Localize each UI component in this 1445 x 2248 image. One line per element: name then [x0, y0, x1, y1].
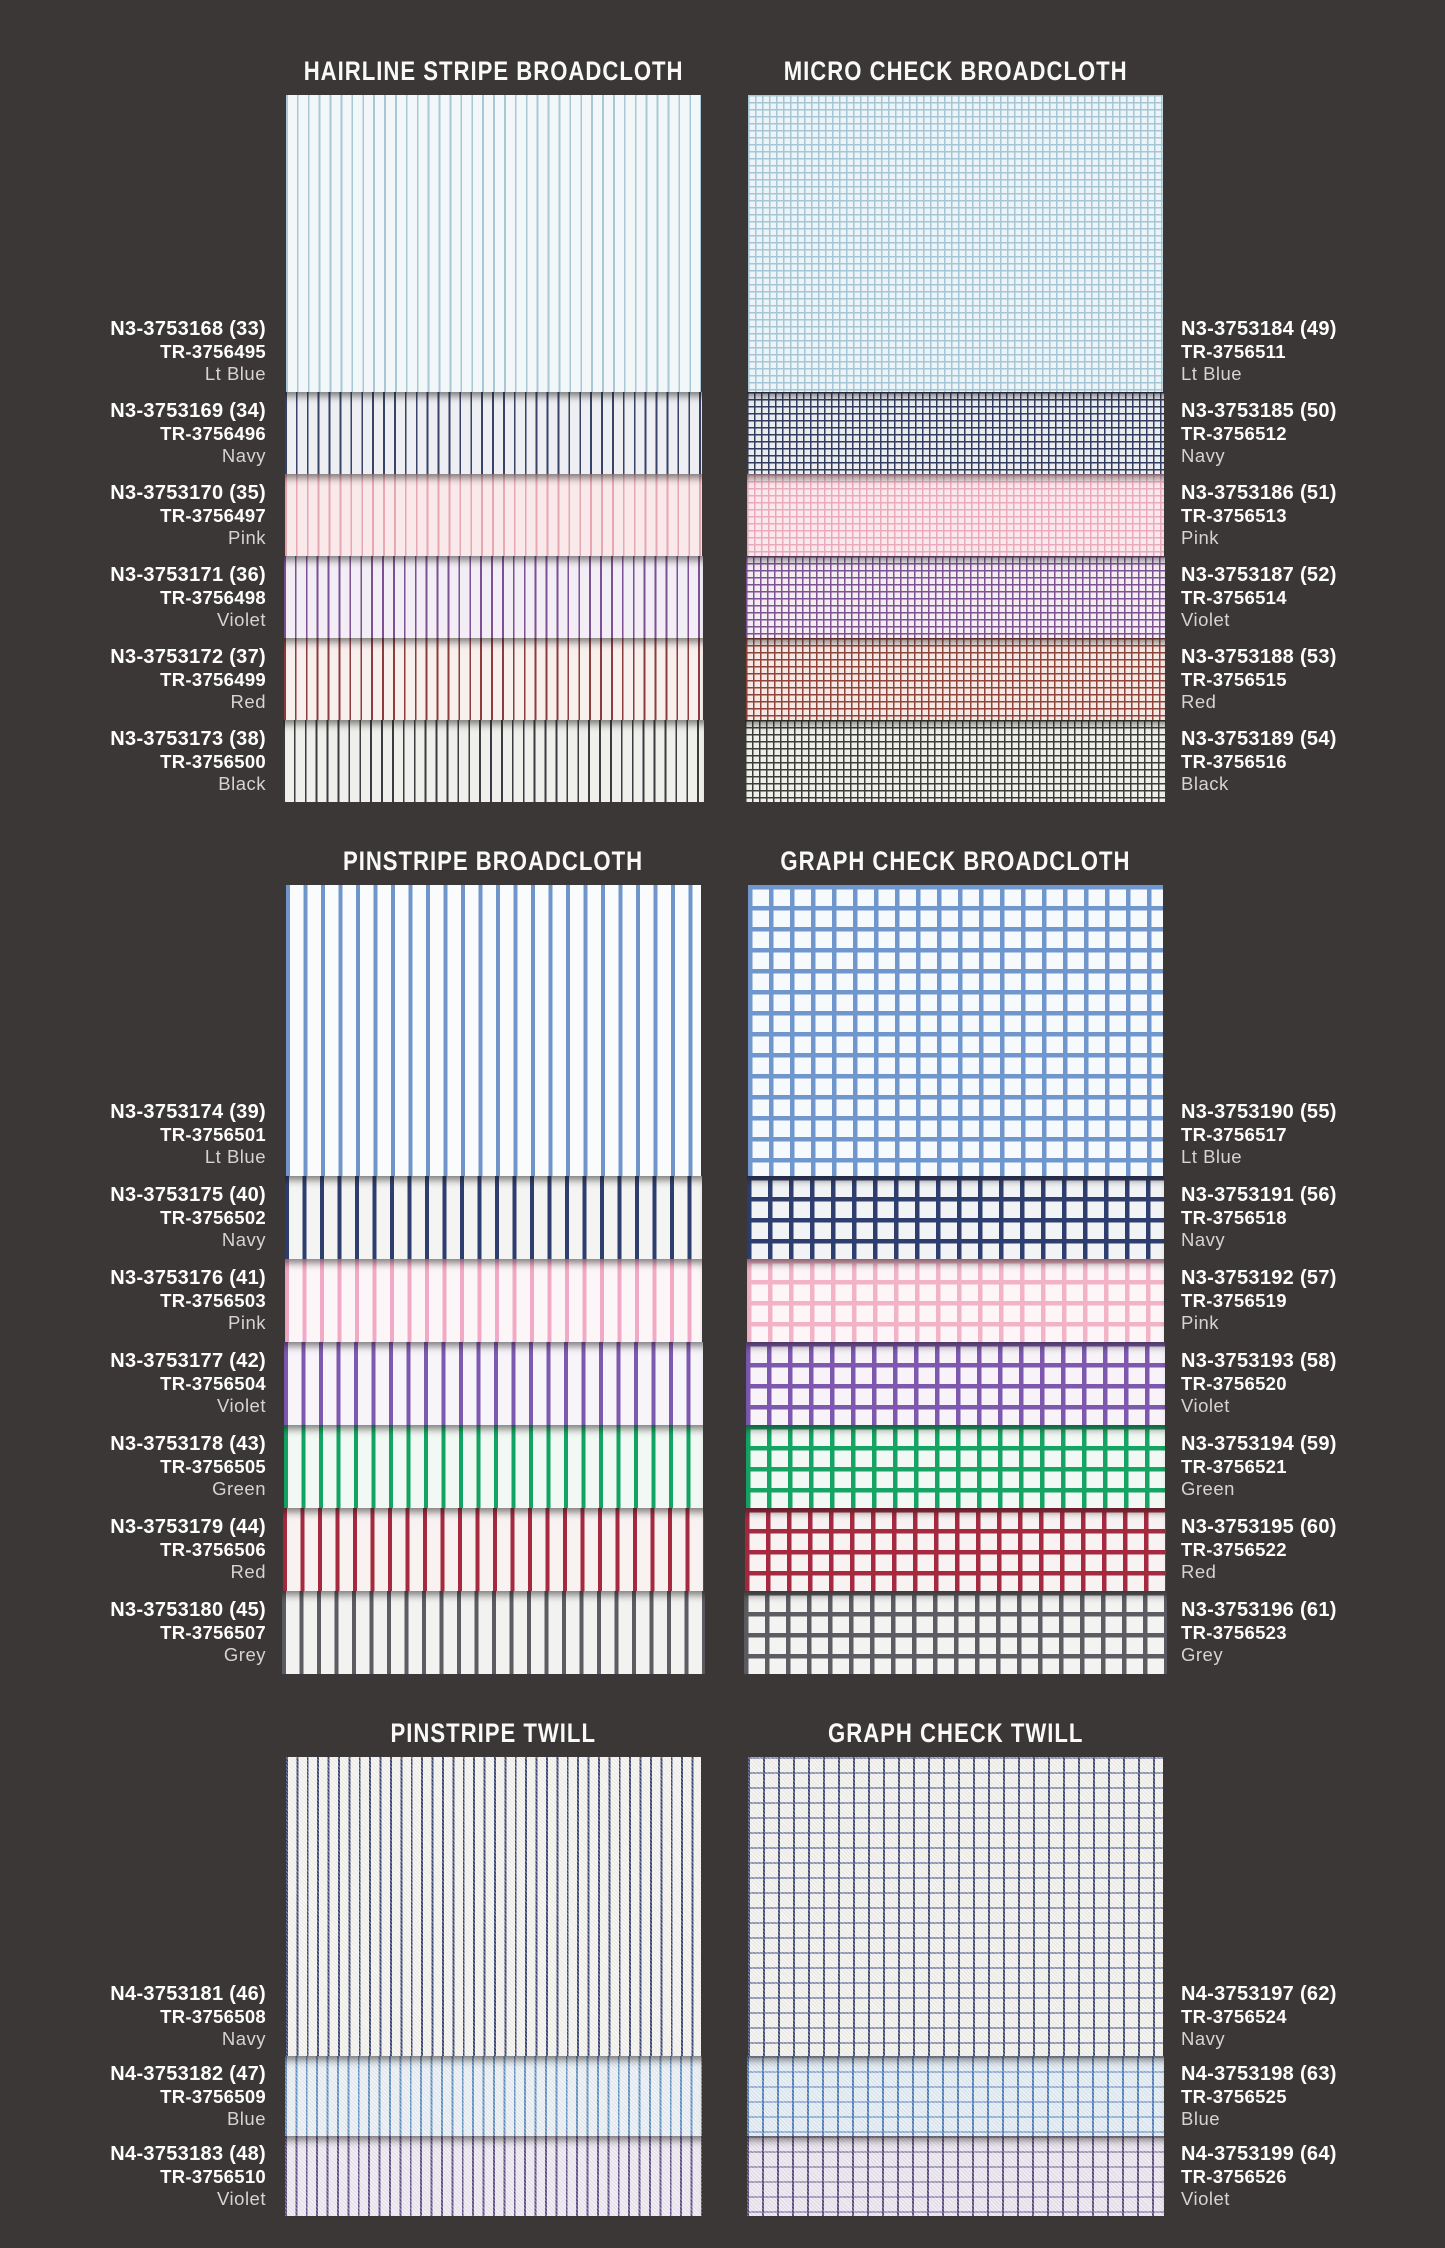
label-band — [1163, 1184, 1445, 1251]
label-row — [0, 1425, 286, 1508]
fabric-swatch-grey — [282, 1591, 704, 1674]
label-block — [110, 482, 286, 549]
label-color-name: Grey — [223, 1644, 266, 1665]
fabric-swatch-navy — [747, 392, 1163, 474]
label-band — [1163, 564, 1445, 631]
label-block — [110, 646, 286, 713]
label-lot: TR-3756518 — [1181, 1207, 1287, 1228]
swatch-stack — [286, 1757, 701, 2216]
label-column — [1163, 885, 1445, 1674]
label-code: N3-3753187 (52) — [1181, 563, 1337, 586]
label-block — [110, 1350, 286, 1417]
label-column — [0, 1757, 286, 2216]
label-code: N4-3753182 (47) — [110, 2062, 266, 2085]
label-band — [0, 2143, 286, 2210]
column-title: PINSTRIPE TWILL — [390, 1718, 597, 1748]
label-color-name: Pink — [228, 1312, 266, 1333]
swatch-stack — [748, 885, 1163, 1674]
label-lot: TR-3756505 — [160, 1456, 266, 1477]
label-band — [0, 728, 286, 795]
fabric-swatch-pink — [285, 474, 702, 556]
label-code: N4-3753183 (48) — [110, 2142, 266, 2165]
label-row — [0, 1342, 286, 1425]
label-block — [1163, 1350, 1337, 1417]
label-lot: TR-3756504 — [160, 1373, 266, 1394]
label-lot: TR-3756502 — [160, 1207, 266, 1228]
column-title: HAIRLINE STRIPE BROADCLOTH — [303, 56, 684, 86]
fabric-swatch-violet — [747, 2136, 1164, 2216]
label-code: N3-3753191 (56) — [1181, 1184, 1337, 1206]
label-color-name: Pink — [1181, 526, 1219, 548]
fabric-swatch-violet — [746, 556, 1165, 638]
label-code: N3-3753171 (36) — [110, 563, 266, 586]
label-color-name: Green — [212, 1478, 266, 1499]
label-column — [0, 95, 286, 802]
fabric-swatch-violet — [284, 1342, 703, 1425]
label-row — [0, 1259, 286, 1342]
label-row — [1163, 1342, 1445, 1425]
label-block — [110, 1184, 286, 1251]
label-code: N3-3753186 (51) — [1181, 481, 1337, 504]
fabric-swatch-green — [746, 1425, 1166, 1508]
label-color-name: Violet — [217, 1395, 266, 1416]
swatch-stack — [748, 1757, 1163, 2216]
label-code: N3-3753179 (44) — [110, 1516, 266, 1538]
label-band — [0, 1267, 286, 1334]
label-color-name: Lt Blue — [1181, 1146, 1243, 1167]
label-row — [1163, 556, 1445, 638]
label-color-name: Lt Blue — [1181, 362, 1243, 384]
label-block — [1163, 2063, 1337, 2130]
label-code: N3-3753173 (38) — [110, 727, 266, 750]
label-lot: TR-3756514 — [1181, 586, 1287, 608]
label-color-name: Violet — [1181, 1395, 1230, 1416]
label-lot: TR-3756508 — [160, 2005, 266, 2027]
label-code: N3-3753170 (35) — [110, 481, 266, 504]
fabric-swatch-red — [284, 638, 704, 720]
label-code: N3-3753185 (50) — [1181, 399, 1337, 422]
label-lot: TR-3756512 — [1181, 422, 1287, 444]
fabric-swatch-navy — [286, 1757, 701, 2056]
label-lot: TR-3756499 — [160, 668, 266, 690]
label-row — [0, 1757, 286, 2056]
label-color-name: Red — [230, 690, 266, 712]
label-band — [1163, 310, 1445, 392]
label-code: N4-3753199 (64) — [1181, 2142, 1337, 2165]
label-row — [0, 95, 286, 392]
label-lot: TR-3756510 — [160, 2165, 266, 2187]
label-code: N4-3753181 (46) — [110, 1982, 266, 2005]
fabric-swatch-violet — [284, 556, 703, 638]
label-color-name: Navy — [221, 444, 266, 466]
label-block — [110, 1983, 286, 2050]
label-code: N4-3753197 (62) — [1181, 1982, 1337, 2005]
label-block — [1163, 400, 1337, 467]
label-code: N3-3753188 (53) — [1181, 645, 1337, 668]
label-code: N3-3753176 (41) — [110, 1267, 266, 1289]
label-block — [1163, 1433, 1337, 1500]
swatch-section — [0, 53, 1445, 802]
label-row — [1163, 1259, 1445, 1342]
label-block — [110, 1433, 286, 1500]
label-color-name: Navy — [1181, 444, 1226, 466]
label-block — [1163, 1184, 1337, 1251]
label-code: N3-3753189 (54) — [1181, 727, 1337, 750]
label-row — [1163, 95, 1445, 392]
label-block — [110, 1267, 286, 1334]
label-color-name: Lt Blue — [204, 1146, 266, 1167]
label-lot: TR-3756495 — [160, 340, 266, 362]
fabric-swatch-navy — [285, 392, 701, 474]
label-color-name: Navy — [221, 2027, 266, 2049]
label-color-name: Red — [230, 1561, 266, 1582]
label-band — [1163, 1093, 1445, 1176]
label-color-name: Violet — [1181, 2187, 1230, 2209]
fabric-swatch-blue — [285, 2056, 701, 2136]
label-row — [1163, 1757, 1445, 2056]
column-title: GRAPH CHECK BROADCLOTH — [780, 846, 1131, 876]
swatch-section — [0, 1715, 1445, 2216]
label-band — [1163, 2063, 1445, 2130]
label-block — [1163, 646, 1337, 713]
label-band — [0, 400, 286, 467]
label-block — [1163, 564, 1337, 631]
label-lot: TR-3756496 — [160, 422, 266, 444]
label-lot: TR-3756520 — [1181, 1373, 1287, 1394]
label-band — [0, 1184, 286, 1251]
fabric-swatch-pink — [747, 1259, 1164, 1342]
label-lot: TR-3756507 — [160, 1622, 266, 1643]
label-block — [110, 1101, 286, 1168]
label-lot: TR-3756506 — [160, 1539, 266, 1560]
label-color-name: Lt Blue — [204, 362, 266, 384]
label-lot: TR-3756498 — [160, 586, 266, 608]
label-row — [0, 474, 286, 556]
label-band — [1163, 400, 1445, 467]
label-lot: TR-3756515 — [1181, 668, 1287, 690]
label-row — [1163, 1508, 1445, 1591]
fabric-swatch-pink — [285, 1259, 702, 1342]
label-block — [110, 564, 286, 631]
label-row — [0, 1508, 286, 1591]
column-header — [286, 1715, 701, 1747]
label-code: N3-3753168 (33) — [110, 317, 266, 340]
label-lot: TR-3756509 — [160, 2085, 266, 2107]
label-block — [1163, 482, 1337, 549]
label-color-name: Blue — [226, 2107, 266, 2129]
fabric-swatch-violet — [746, 1342, 1165, 1425]
column-title: PINSTRIPE BROADCLOTH — [343, 846, 644, 876]
label-row — [0, 1591, 286, 1674]
label-code: N3-3753174 (39) — [110, 1101, 266, 1123]
fabric-swatch-red — [283, 1508, 704, 1591]
label-band — [1163, 1599, 1445, 1666]
column-header — [748, 1715, 1163, 1747]
label-block — [1163, 1983, 1337, 2050]
label-code: N4-3753198 (63) — [1181, 2062, 1337, 2085]
label-code: N3-3753175 (40) — [110, 1184, 266, 1206]
label-block — [1163, 728, 1337, 795]
label-color-name: Navy — [221, 1229, 266, 1250]
label-band — [0, 564, 286, 631]
label-band — [1163, 1516, 1445, 1583]
fabric-swatch-navy — [285, 1176, 701, 1259]
label-color-name: Red — [1181, 690, 1217, 712]
label-code: N3-3753193 (58) — [1181, 1350, 1337, 1372]
label-block — [110, 728, 286, 795]
label-column — [0, 885, 286, 1674]
label-block — [110, 1599, 286, 1666]
label-row — [0, 1176, 286, 1259]
fabric-swatch-black — [283, 720, 704, 802]
label-band — [0, 646, 286, 713]
label-color-name: Black — [218, 772, 266, 794]
label-band — [1163, 2143, 1445, 2210]
label-block — [1163, 318, 1337, 385]
label-block — [1163, 1267, 1337, 1334]
label-color-name: Blue — [1181, 2107, 1221, 2129]
label-block — [110, 2143, 286, 2210]
fabric-swatch-navy — [748, 1757, 1163, 2056]
label-block — [1163, 2143, 1337, 2210]
label-band — [0, 1093, 286, 1176]
fabric-swatch-green — [284, 1425, 704, 1508]
label-row — [1163, 720, 1445, 802]
label-lot: TR-3756525 — [1181, 2085, 1287, 2107]
label-code: N3-3753196 (61) — [1181, 1599, 1337, 1621]
label-code: N3-3753194 (59) — [1181, 1433, 1337, 1455]
label-row — [0, 885, 286, 1176]
label-block — [110, 400, 286, 467]
label-color-name: Pink — [228, 526, 266, 548]
label-row — [0, 2136, 286, 2216]
label-color-name: Green — [1181, 1478, 1235, 1499]
swatch-stack — [748, 95, 1163, 802]
label-lot: TR-3756523 — [1181, 1622, 1287, 1643]
label-band — [0, 1433, 286, 1500]
fabric-swatch-blue — [747, 2056, 1163, 2136]
label-code: N3-3753192 (57) — [1181, 1267, 1337, 1289]
label-color-name: Pink — [1181, 1312, 1219, 1333]
fabric-swatch-black — [745, 720, 1166, 802]
label-block — [110, 2063, 286, 2130]
label-band — [1163, 1267, 1445, 1334]
label-lot: TR-3756526 — [1181, 2165, 1287, 2187]
column-header — [286, 53, 701, 85]
label-lot: TR-3756524 — [1181, 2005, 1287, 2027]
label-lot: TR-3756511 — [1181, 340, 1286, 362]
label-row — [1163, 1425, 1445, 1508]
label-band — [0, 2063, 286, 2130]
label-lot: TR-3756516 — [1181, 750, 1287, 772]
label-block — [1163, 1516, 1337, 1583]
label-row — [1163, 392, 1445, 474]
label-band — [0, 1599, 286, 1666]
fabric-swatch-grey — [744, 1591, 1166, 1674]
label-band — [1163, 482, 1445, 549]
label-code: N3-3753180 (45) — [110, 1599, 266, 1621]
label-row — [1163, 885, 1445, 1176]
label-color-name: Black — [1181, 772, 1229, 794]
label-row — [1163, 2136, 1445, 2216]
label-lot: TR-3756501 — [160, 1124, 266, 1145]
label-band — [1163, 1976, 1445, 2056]
column-header — [748, 53, 1163, 85]
label-code: N3-3753177 (42) — [110, 1350, 266, 1372]
label-column — [1163, 95, 1445, 802]
label-color-name: Red — [1181, 1561, 1217, 1582]
column-header — [748, 843, 1163, 875]
label-code: N3-3753169 (34) — [110, 399, 266, 422]
label-column — [1163, 1757, 1445, 2216]
label-code: N3-3753178 (43) — [110, 1433, 266, 1455]
label-lot: TR-3756497 — [160, 504, 266, 526]
fabric-swatch-navy — [747, 1176, 1163, 1259]
label-code: N3-3753190 (55) — [1181, 1101, 1337, 1123]
fabric-swatch-lt-blue — [286, 95, 701, 392]
fabric-swatch-red — [746, 638, 1166, 720]
label-code: N3-3753184 (49) — [1181, 317, 1337, 340]
label-color-name: Navy — [1181, 1229, 1226, 1250]
label-block — [1163, 1101, 1337, 1168]
label-band — [1163, 1350, 1445, 1417]
label-band — [1163, 1433, 1445, 1500]
label-row — [1163, 638, 1445, 720]
fabric-swatch-pink — [747, 474, 1164, 556]
label-color-name: Violet — [1181, 608, 1230, 630]
label-band — [0, 1516, 286, 1583]
fabric-swatch-lt-blue — [286, 885, 701, 1176]
label-lot: TR-3756503 — [160, 1290, 266, 1311]
label-band — [1163, 646, 1445, 713]
column-title: MICRO CHECK BROADCLOTH — [783, 56, 1128, 86]
label-lot: TR-3756517 — [1181, 1124, 1287, 1145]
swatch-stack — [286, 885, 701, 1674]
label-color-name: Navy — [1181, 2027, 1226, 2049]
label-row — [0, 556, 286, 638]
label-color-name: Violet — [217, 2187, 266, 2209]
label-lot: TR-3756522 — [1181, 1539, 1287, 1560]
column-title: GRAPH CHECK TWILL — [827, 1718, 1084, 1748]
label-color-name: Grey — [1181, 1644, 1224, 1665]
label-row — [0, 392, 286, 474]
label-row — [1163, 474, 1445, 556]
swatch-stack — [286, 95, 701, 802]
label-band — [0, 1350, 286, 1417]
label-row — [1163, 2056, 1445, 2136]
label-block — [110, 1516, 286, 1583]
label-band — [0, 482, 286, 549]
label-block — [110, 318, 286, 385]
label-row — [0, 720, 286, 802]
label-band — [0, 310, 286, 392]
column-header — [286, 843, 701, 875]
fabric-swatch-red — [745, 1508, 1166, 1591]
swatch-section — [0, 843, 1445, 1674]
label-row — [1163, 1176, 1445, 1259]
fabric-swatch-lt-blue — [748, 95, 1163, 392]
label-row — [0, 638, 286, 720]
label-lot: TR-3756521 — [1181, 1456, 1287, 1477]
label-code: N3-3753195 (60) — [1181, 1516, 1337, 1538]
fabric-swatch-lt-blue — [748, 885, 1163, 1176]
label-band — [1163, 728, 1445, 795]
label-color-name: Violet — [217, 608, 266, 630]
label-block — [1163, 1599, 1337, 1666]
label-lot: TR-3756513 — [1181, 504, 1287, 526]
label-lot: TR-3756500 — [160, 750, 266, 772]
fabric-swatch-violet — [285, 2136, 702, 2216]
label-row — [0, 2056, 286, 2136]
label-lot: TR-3756519 — [1181, 1290, 1287, 1311]
label-code: N3-3753172 (37) — [110, 645, 266, 668]
label-band — [0, 1976, 286, 2056]
label-row — [1163, 1591, 1445, 1674]
